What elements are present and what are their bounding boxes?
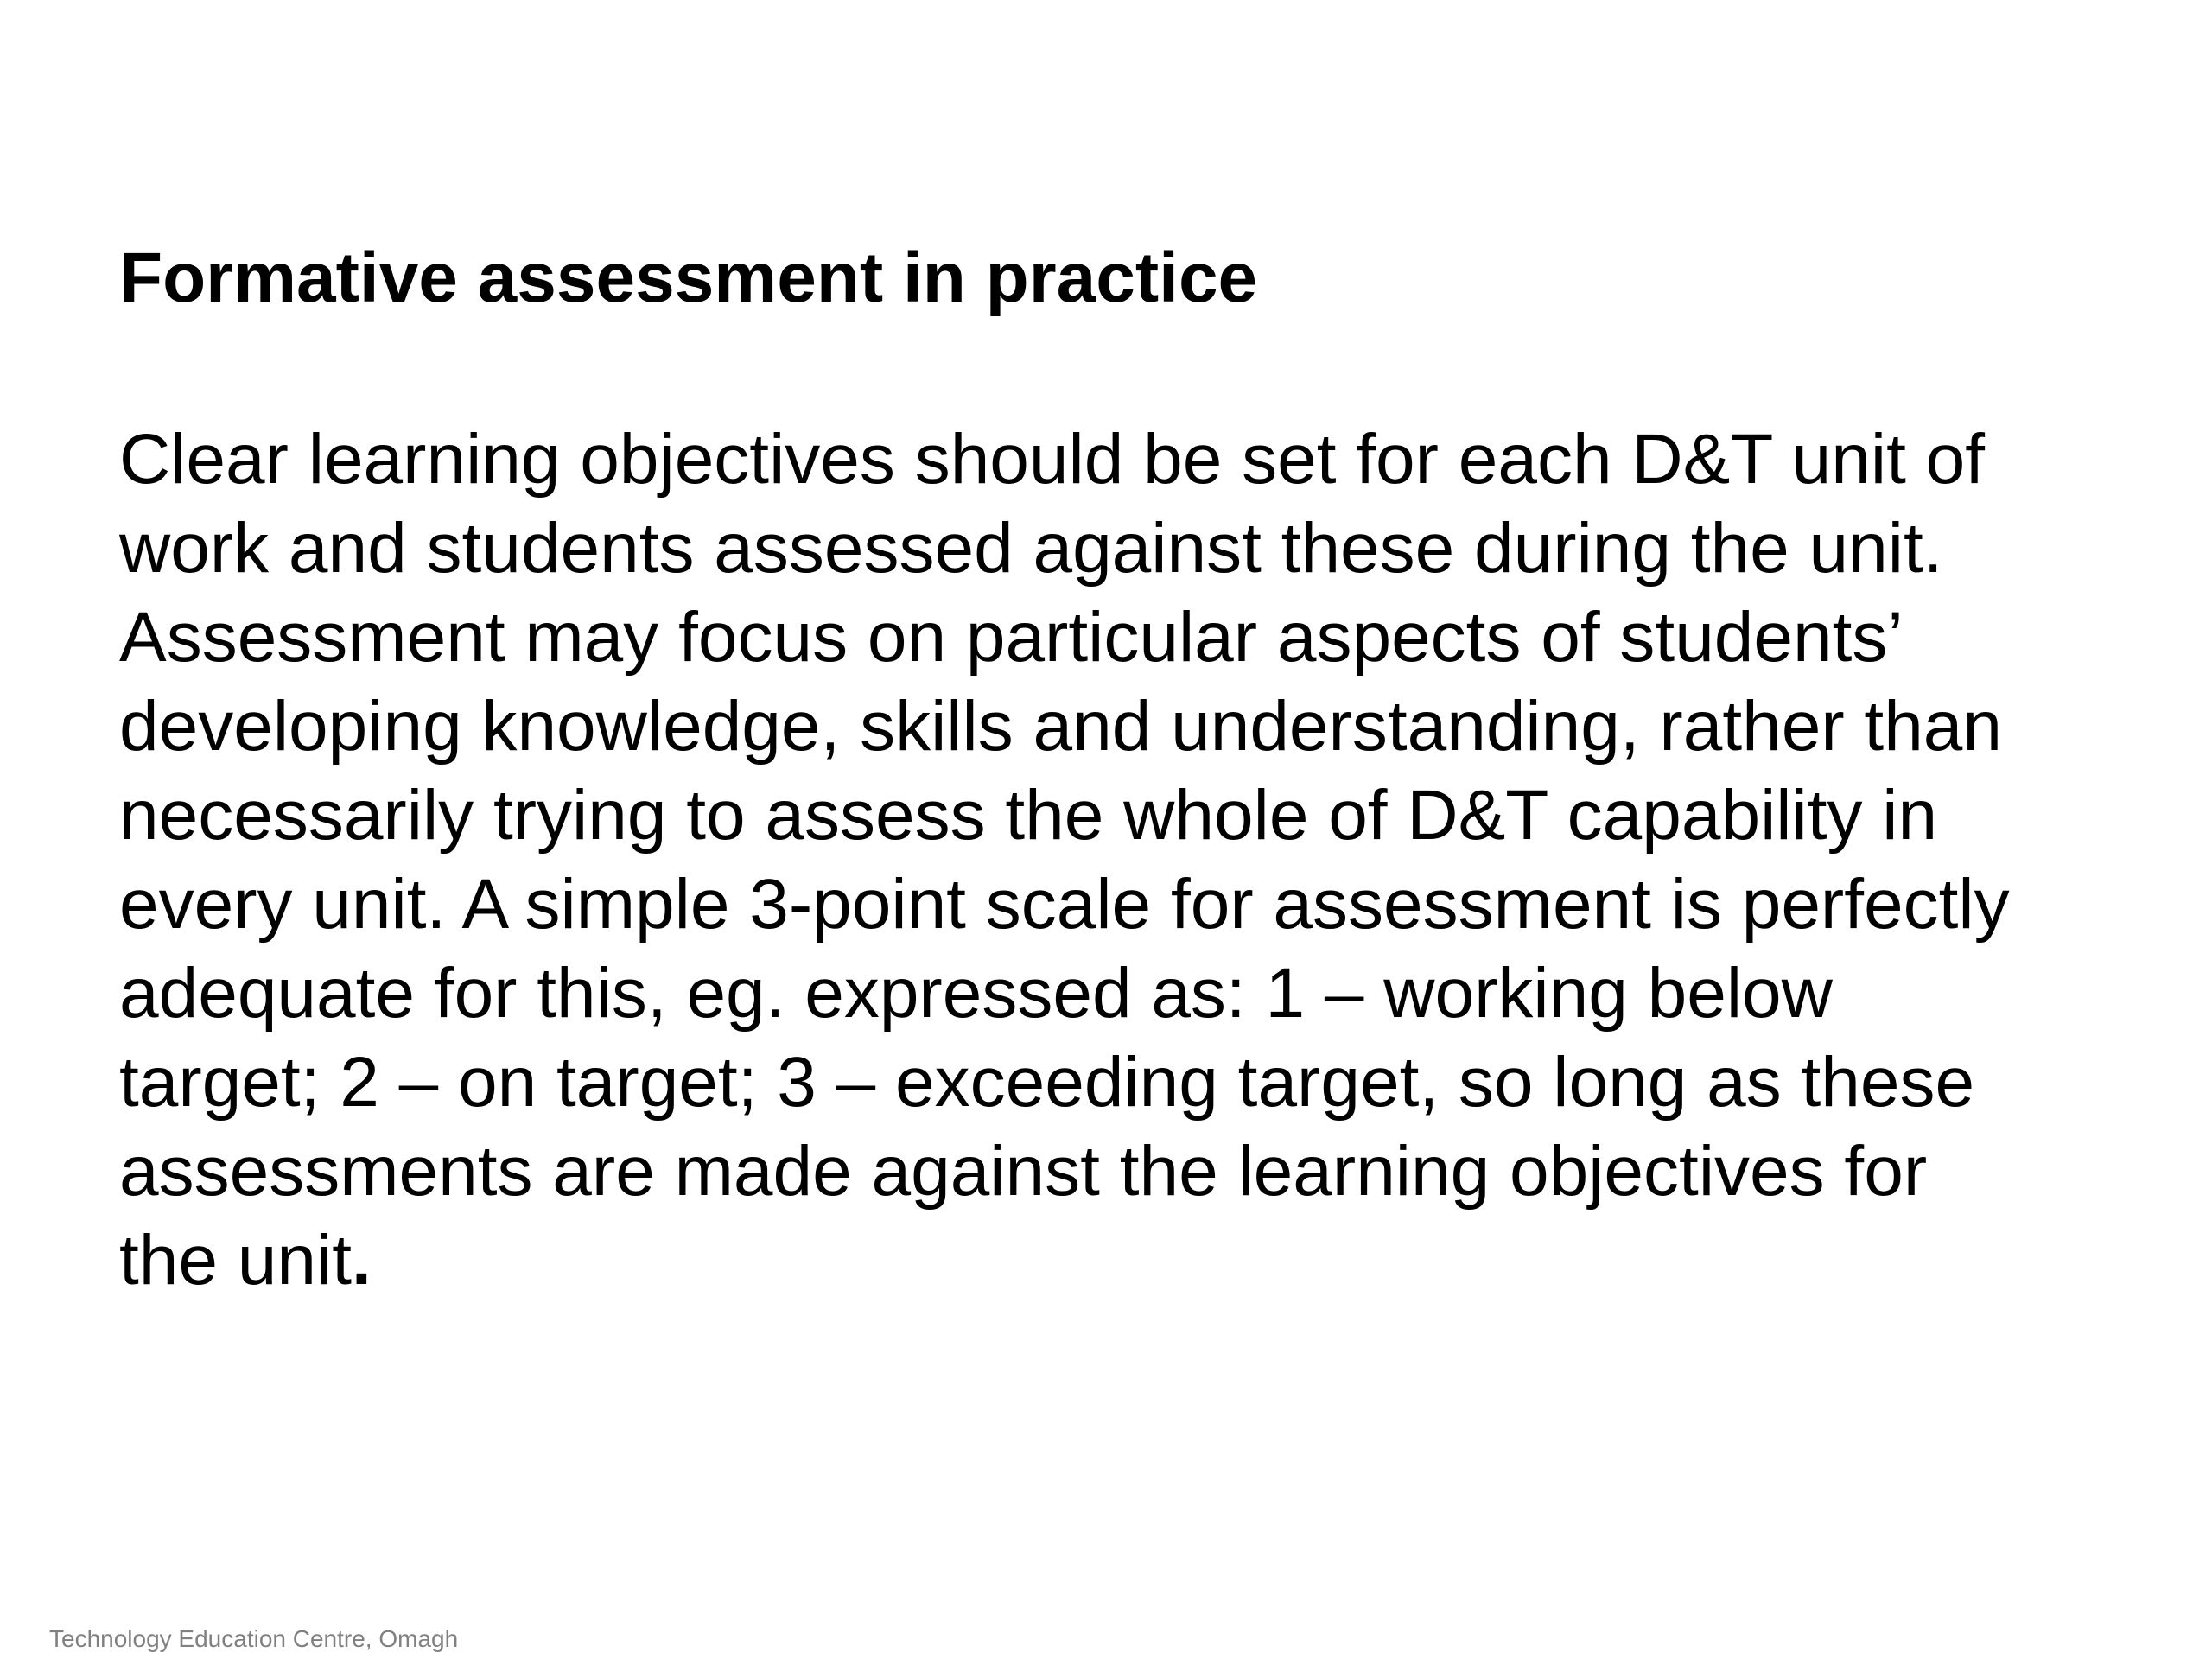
body-line: assessments are made against the learning objectives for: [119, 1132, 1928, 1211]
footer-credit: Technology Education Centre, Omagh: [49, 1625, 459, 1652]
body-line: Assessment may focus on particular aspects of students’: [119, 598, 1904, 677]
final-period: .: [351, 1221, 372, 1300]
body-line: developing knowledge, skills and understanding, rather than: [119, 687, 2003, 766]
slide-body-text: [119, 415, 2141, 1305]
slide-title: Formative assessment in practice: [119, 238, 1258, 317]
body-line: every unit. A simple 3-point scale for assessment is perfectly: [119, 865, 2010, 944]
body-line: target; 2 – on target; 3 – exceeding target, so long as these: [119, 1043, 1975, 1122]
body-line: necessarily trying to assess the whole of D&T capability in: [119, 776, 1938, 855]
body-line: adequate for this, eg. expressed as: 1 – working below: [119, 954, 1833, 1033]
body-line: work and students assessed against these during the unit.: [119, 509, 1943, 588]
body-line: Clear learning objectives should be set for each D&T unit of: [119, 420, 1986, 499]
body-line-last-text: the unit: [119, 1221, 352, 1300]
body-line-last: [119, 1216, 2141, 1305]
